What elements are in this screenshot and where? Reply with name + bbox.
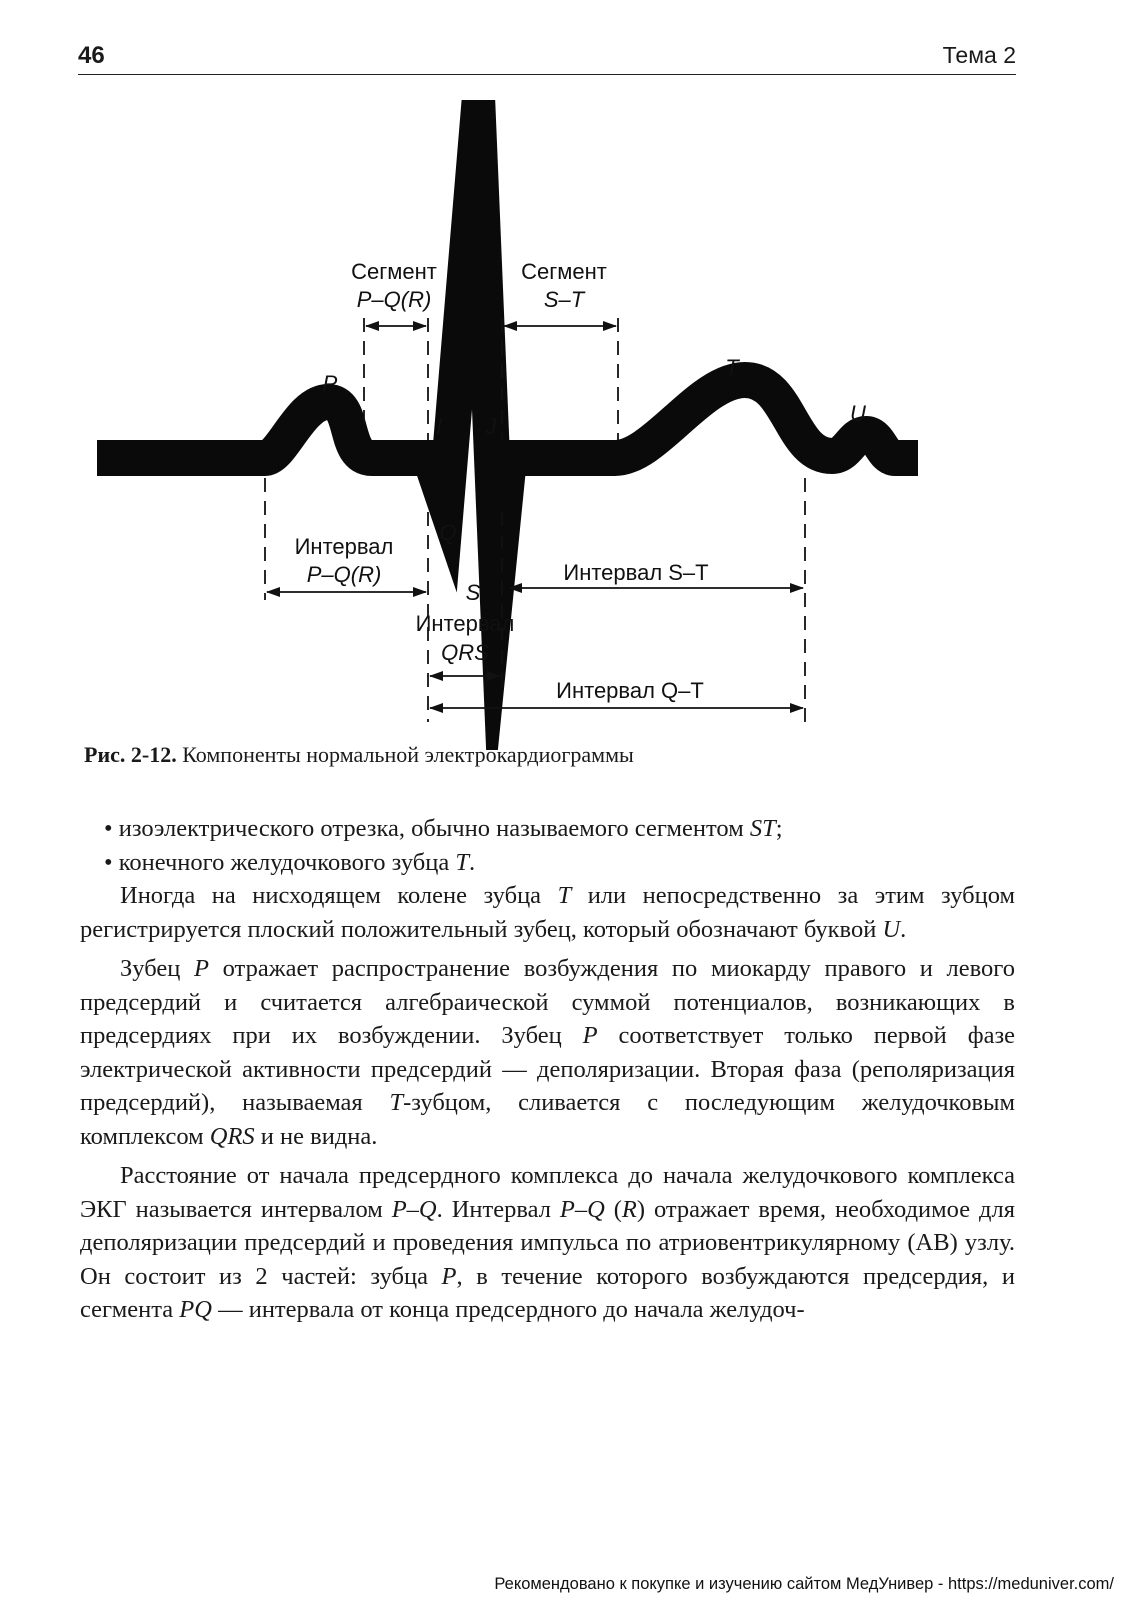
bullet-item: • изоэлектрического отрезка, обычно называемого сегментом ST; (104, 815, 783, 842)
bullet-item: • конечного желудочкового зубца T. (104, 848, 476, 876)
wave-p-label: P (322, 371, 338, 396)
wave-q-label: Q (439, 520, 457, 545)
segment-st-name: S–T (543, 287, 585, 312)
caption-number: Рис. 2-12. (84, 742, 177, 767)
segment-pq-name: P–Q(R) (356, 287, 432, 312)
wave-t-label: T (725, 355, 739, 380)
interval-pq-title: Интервал (294, 534, 394, 559)
point-j-label: J (485, 414, 497, 439)
interval-pq-name: P–Q(R) (306, 562, 382, 587)
segment-st-title: Сегмент (521, 259, 607, 284)
section-name: Тема 2 (942, 42, 1016, 68)
wave-u-label: U (850, 401, 866, 426)
interval-qrs-title: Интервал (415, 611, 515, 636)
segment-pq-title: Сегмент (351, 259, 437, 284)
figure-caption (84, 742, 634, 768)
paragraph: Зубец P отражает распространение возбуждения по миокарду правого и левого предсердий и считается алгебраической суммой потенциалов, возникающих в предсердиях при их возбуждении. Зубец P соответствует только первой фазе электрической активности предсердий — деполяризации. Вторая фаза (реполяризация предсердий), называемая T-зубцом, сливается с последующим желудочковым комплексом QRS и не видна. (80, 955, 1015, 1150)
ecg-diagram (0, 100, 1132, 750)
running-head (78, 40, 1016, 75)
caption-text: Компоненты нормальной электрокардиограммы (176, 742, 634, 767)
interval-qrs-name: QRS (441, 640, 489, 665)
page-number: 46 (78, 42, 105, 69)
paragraph: Расстояние от начала предсердного комплекса до начала желудочкового комплекса ЭКГ называется интервалом P–Q. Интервал P–Q (R) отражает время, необходимое для деполяризации предсердий и проведения импульса по атриовентрикулярному (АВ) узлу. Он состоит из 2 частей: зубца P, в течение которого возбуждаются предсердия, и сегмента PQ — интервала от конца предсердного до начала желудоч- (80, 1162, 1015, 1323)
footer-note[interactable]: Рекомендовано к покупке и изучению сайтом МедУнивер - https://meduniver.com/ (494, 1575, 1114, 1593)
interval-st-label: Интервал S–T (563, 560, 709, 585)
ecg-trace (97, 120, 918, 578)
wave-s-label: S (465, 580, 481, 605)
point-i-label: I (435, 414, 443, 439)
body-text (80, 812, 1015, 1327)
interval-qt-label: Интервал Q–T (556, 678, 704, 703)
paragraph: Иногда на нисходящем колене зубца T или непосредственно за этим зубцом регистрируется плоский положительный зубец, который обозначают буквой U. (80, 882, 1015, 943)
